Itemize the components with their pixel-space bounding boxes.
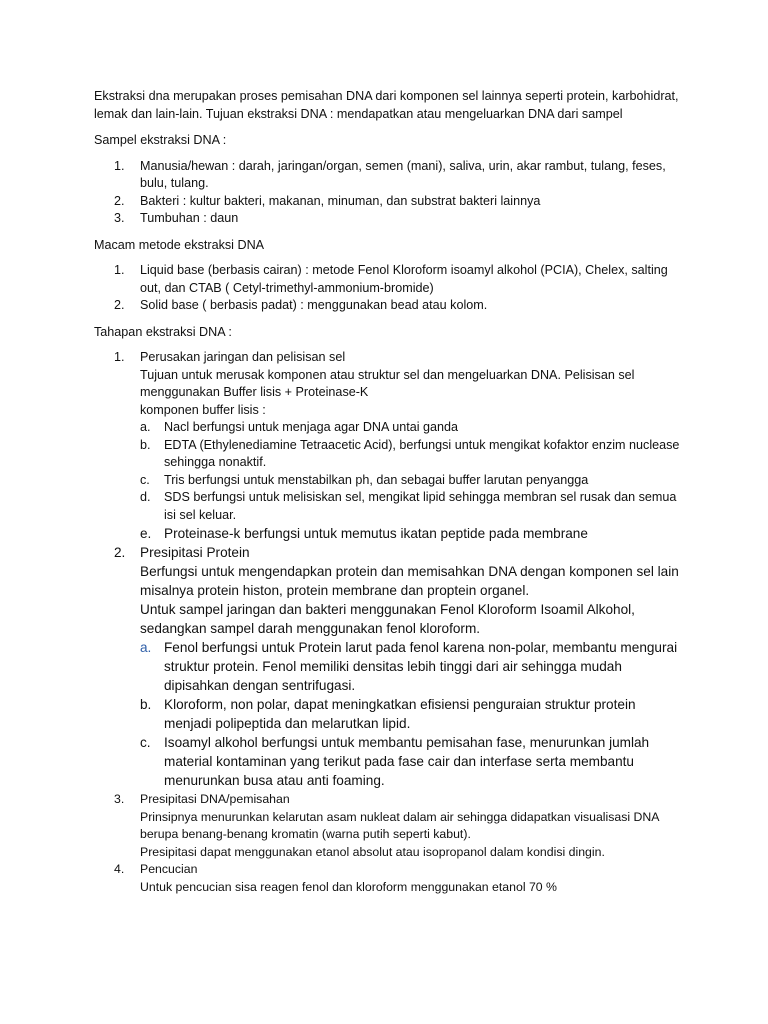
sub-text: EDTA (Ethylenediamine Tetraacetic Acid), berfungsi untuk mengikat kofaktor enzim nuclease sehingga nonaktif. bbox=[164, 437, 680, 469]
list-text: Liquid base (berbasis cairan) : metode Fenol Kloroform isoamyl alkohol (PCIA), Chelex, salting out, dan CTAB ( Cetyl-trimethyl-ammonium-bromide) bbox=[140, 263, 668, 295]
sampel-heading: Sampel ekstraksi DNA : bbox=[94, 133, 227, 147]
document-page bbox=[94, 88, 684, 905]
step-description: Tujuan untuk merusak komponen atau struktur sel dan mengeluarkan DNA. Pelisisan sel menggunakan Buffer lisis + Proteinase-K bbox=[140, 367, 635, 399]
sub-item bbox=[140, 437, 684, 472]
step-4 bbox=[94, 861, 684, 896]
list-item bbox=[94, 210, 684, 228]
list-text: Manusia/hewan : darah, jaringan/organ, semen (mani), saliva, urin, akar rambut, tulang, feses, bulu, tulang. bbox=[140, 158, 666, 190]
step-1 bbox=[94, 349, 684, 543]
sub-item bbox=[140, 638, 684, 695]
list-number: 3. bbox=[114, 792, 125, 806]
sub-text: Tris berfungsi untuk menstabilkan ph, dan sebagai buffer larutan penyangga bbox=[164, 472, 589, 487]
list-text: Bakteri : kultur bakteri, makanan, minuman, dan substrat bakteri lainnya bbox=[140, 193, 541, 208]
sub-item bbox=[140, 733, 684, 790]
step-title: Presipitasi DNA/pemisahan bbox=[140, 792, 290, 806]
sub-item bbox=[140, 524, 684, 543]
list-number: 2. bbox=[114, 193, 125, 208]
sub-text: Isoamyl alkohol berfungsi untuk membantu pemisahan fase, menurunkan jumlah material kontaminan yang terikut pada fase cair dan interfase serta membantu menurunkan busa atau anti foaming. bbox=[164, 735, 650, 788]
intro-paragraph: Ekstraksi dna merupakan proses pemisahan DNA dari komponen sel lainnya seperti protein, karbohidrat, lemak dan lain-lain. Tujuan ekstraksi DNA : mendapatkan atau mengeluarkan DNA dari sampel bbox=[94, 89, 679, 121]
sub-letter: a. bbox=[140, 420, 151, 434]
step-3 bbox=[94, 791, 684, 861]
sub-text: Fenol berfungsi untuk Protein larut pada fenol karena non-polar, membantu mengurai struktur protein. Fenol memiliki densitas lebih tinggi dari air sehingga mudah dipisahkan dengan sentrifugasi. bbox=[164, 640, 678, 693]
step-description: Untuk pencucian sisa reagen fenol dan kloroform menggunakan etanol 70 % bbox=[140, 879, 557, 894]
step-title: Perusakan jaringan dan pelisisan sel bbox=[140, 350, 346, 364]
list-number: 1. bbox=[114, 158, 125, 173]
sub-letter: d. bbox=[140, 490, 151, 504]
list-number: 3. bbox=[114, 211, 125, 225]
sub-item bbox=[140, 695, 684, 733]
list-number: 1. bbox=[114, 263, 125, 277]
list-text: Solid base ( berbasis padat) : menggunakan bead atau kolom. bbox=[140, 298, 488, 312]
tahapan-list bbox=[94, 349, 684, 896]
metode-list bbox=[94, 262, 684, 315]
list-number: 4. bbox=[114, 862, 125, 876]
sub-letter: c. bbox=[140, 735, 151, 750]
sub-letter: b. bbox=[140, 697, 152, 712]
list-number: 2. bbox=[114, 298, 125, 312]
sub-letter: b. bbox=[140, 437, 151, 452]
list-item bbox=[94, 193, 684, 211]
sub-text: Kloroform, non polar, dapat meningkatkan efisiensi penguraian struktur protein menjadi polipeptida dan melarutkan lipid. bbox=[164, 697, 636, 731]
sub-item bbox=[140, 489, 684, 524]
sampel-list bbox=[94, 158, 684, 228]
step-description: Untuk sampel jaringan dan bakteri menggunakan Fenol Kloroform Isoamil Alkohol, sedangkan sampel darah menggunakan fenol kloroform. bbox=[140, 602, 635, 636]
list-item bbox=[94, 158, 684, 193]
list-number: 1. bbox=[114, 350, 125, 364]
sub-text: Nacl berfungsi untuk menjaga agar DNA untai ganda bbox=[164, 420, 459, 434]
sub-item bbox=[140, 419, 684, 437]
list-item bbox=[94, 262, 684, 297]
tahapan-heading: Tahapan ekstraksi DNA : bbox=[94, 324, 232, 339]
metode-heading: Macam metode ekstraksi DNA bbox=[94, 237, 265, 252]
step-title: Presipitasi Protein bbox=[140, 545, 250, 560]
sub-text: Proteinase-k berfungsi untuk memutus ikatan peptide pada membrane bbox=[164, 526, 588, 541]
step-sublabel: komponen buffer lisis : bbox=[140, 402, 266, 417]
step-description: Presipitasi dapat menggunakan etanol absolut atau isopropanol dalam kondisi dingin. bbox=[140, 844, 605, 859]
sub-letter: a. bbox=[140, 640, 152, 655]
sub-letter: c. bbox=[140, 472, 150, 487]
list-item bbox=[94, 297, 684, 315]
sub-letter: e. bbox=[140, 526, 152, 541]
step-title: Pencucian bbox=[140, 862, 198, 876]
list-number: 2. bbox=[114, 545, 126, 560]
step-description: Berfungsi untuk mengendapkan protein dan memisahkan DNA dengan komponen sel lain misalnya protein histon, protein membrane dan proptein organel. bbox=[140, 564, 679, 598]
list-text: Tumbuhan : daun bbox=[140, 211, 239, 225]
sub-text: SDS berfungsi untuk melisiskan sel, mengikat lipid sehingga membran sel rusak dan semua isi sel keluar. bbox=[164, 490, 677, 522]
step-description: Prinsipnya menurunkan kelarutan asam nukleat dalam air sehingga didapatkan visualisasi DNA berupa benang-benang kromatin (warna putih seperti kabut). bbox=[140, 809, 659, 841]
step-2 bbox=[94, 543, 684, 790]
sub-item bbox=[140, 472, 684, 490]
